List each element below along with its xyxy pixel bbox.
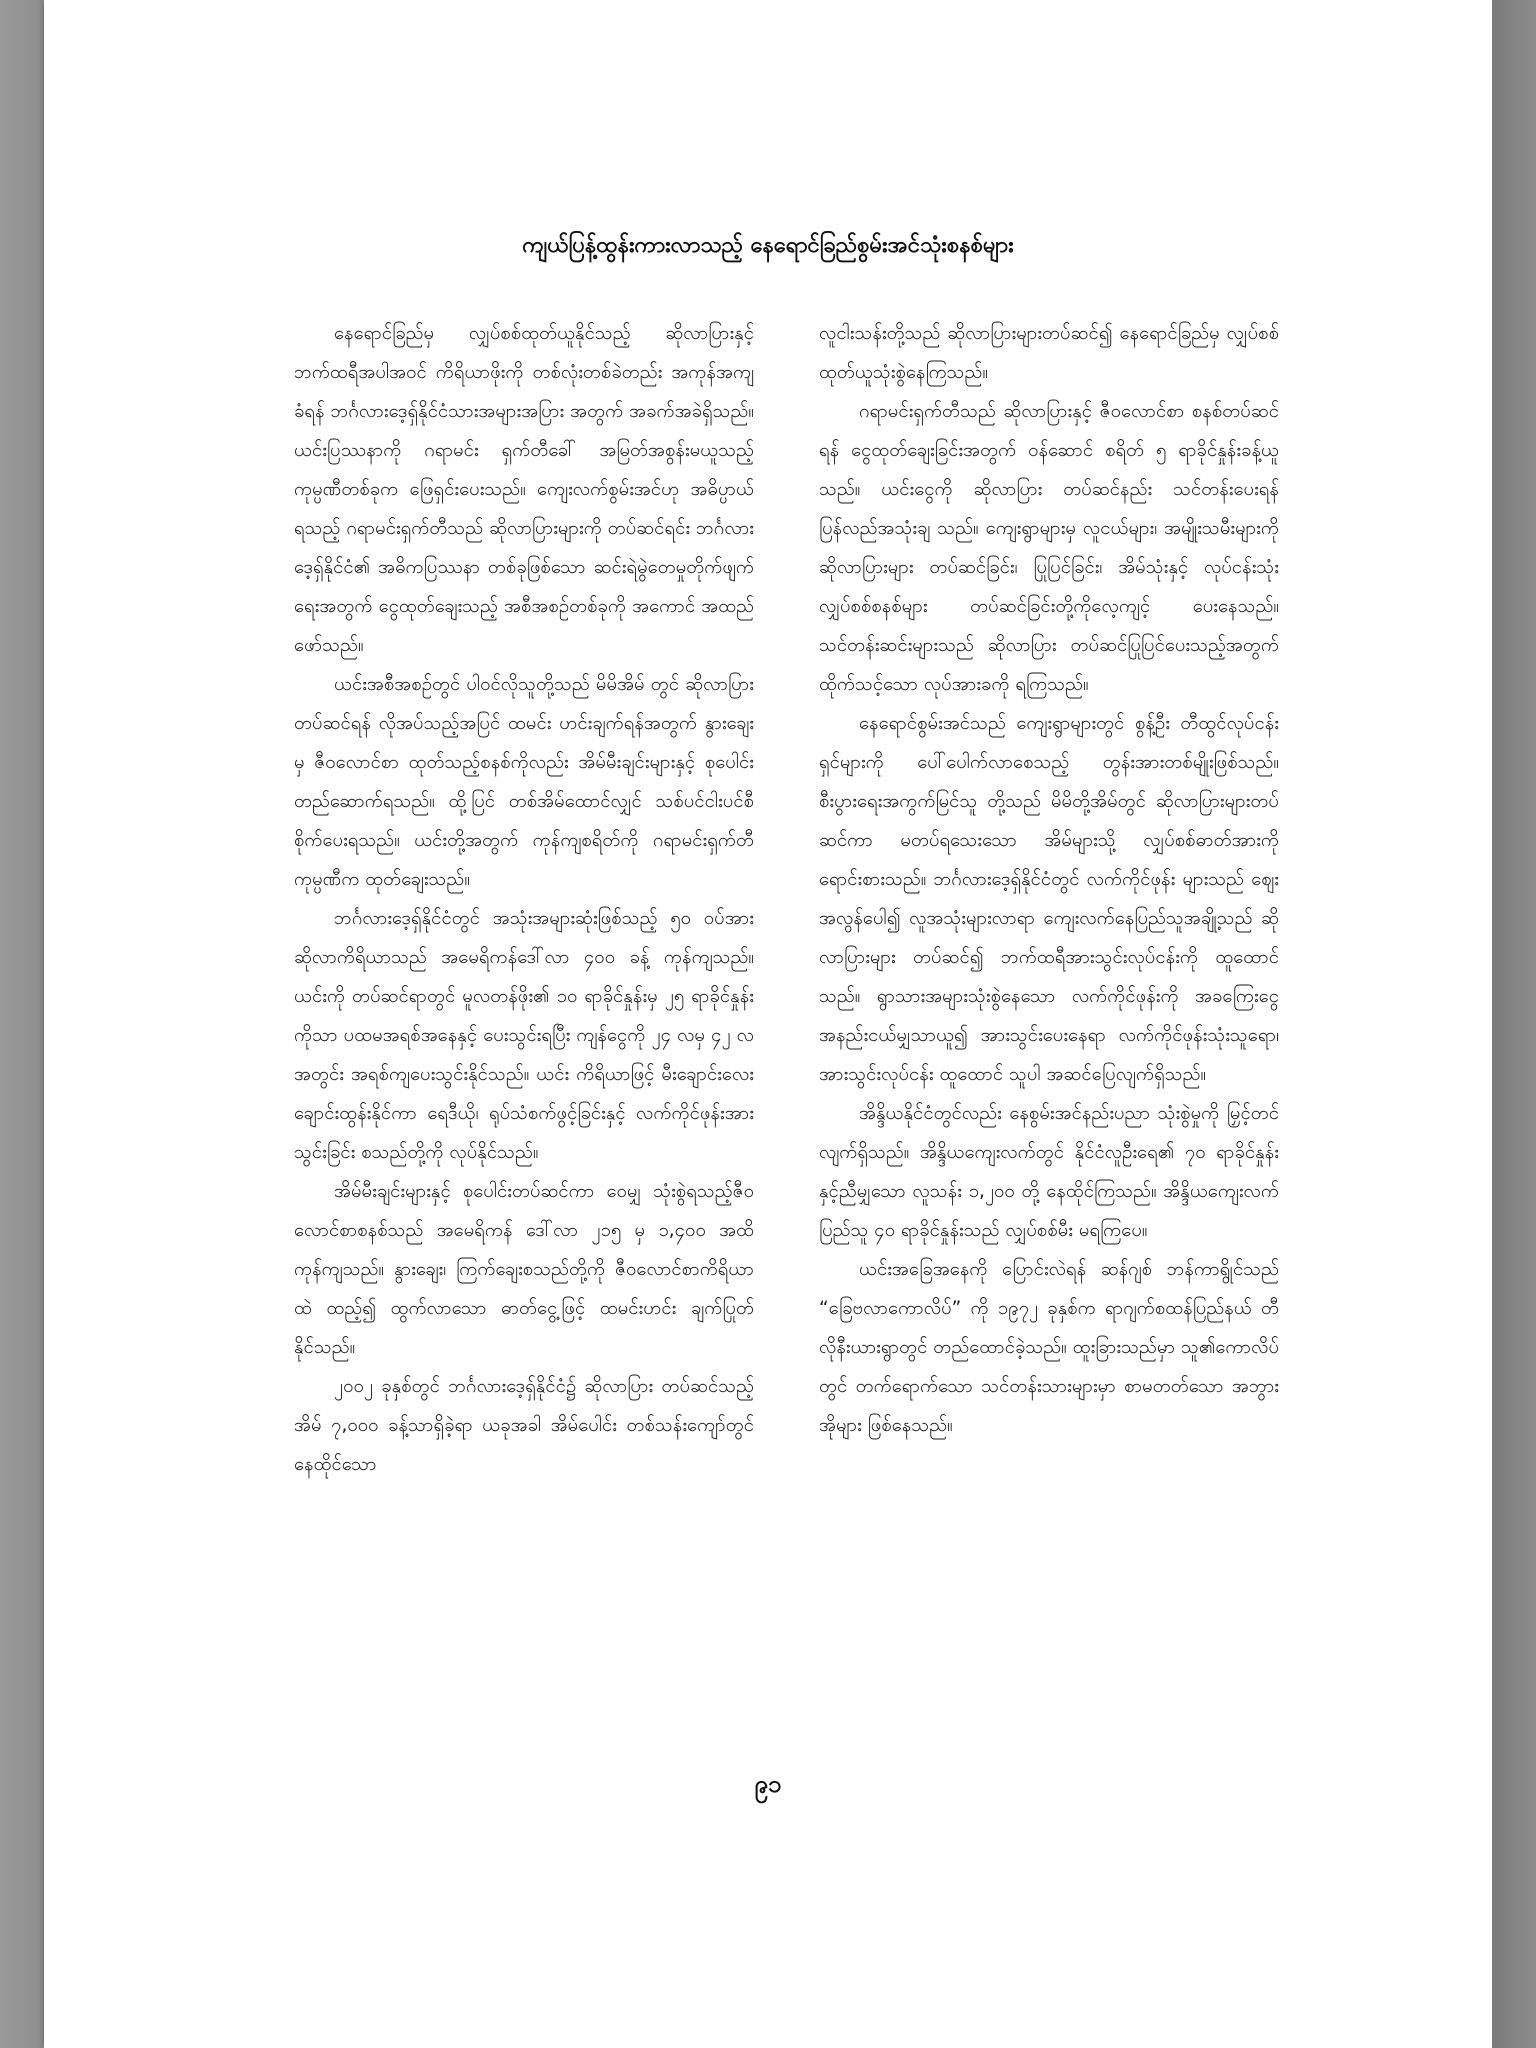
paragraph: ၂၀၀၂ ခုနှစ်တွင် ဘင်္ဂလားဒေ့ရှ်နိုင်ငံ၌ ဆိုလာပြား တပ်ဆင်သည့်အိမ် ၇,၀၀၀ ခန့်သာရှိခဲ့ရာ ယခုအခါ အိမ်ပေါင်း တစ်သန်းကျော်တွင် နေထိုင်သော xyxy=(294,1376,754,1475)
paragraph: နေရောင်ခြည်မှ လျှပ်စစ်ထုတ်ယူနိုင်သည့် ဆိုလာပြားနှင့် ဘက်ထရီအပါအဝင် ကိရိယာဖိုးကို တစ်လုံးတစ်ခဲတည်း အကုန်အကျခံရန် ဘင်္ဂလားဒေ့ရှ်နိုင်ငံသားအများအပြား အတွက် အခက်အခဲရှိသည်။ ယင်းပြဿနာကို ဂရာမင်း ရှက်တီခေါ် အမြတ်အစွန်းမယူသည့် ကုမ္ပဏီတစ်ခုက ဖြေရှင်းပေးသည်။ ကျေးလက်စွမ်းအင်ဟု အဓိပ္ပာယ် ရသည့် ဂရာမင်းရှက်တီသည် ဆိုလာပြားများကို တပ်ဆင်ရင်း ဘင်္ဂလားဒေ့ရှ်နိုင်ငံ၏ အဓိကပြဿနာ တစ်ခုဖြစ်သော ဆင်းရဲမွဲတေမှုတိုက်ဖျက်ရေးအတွက် ငွေထုတ်ချေးသည့် အစီအစဉ်တစ်ခုကို အကောင် အထည်ဖော်သည်။ xyxy=(294,323,754,656)
paragraph: နေရောင်စွမ်းအင်သည် ကျေးရွာများတွင် စွန့်ဦး တီထွင်လုပ်ငန်းရှင်များကို ပေါ်ပေါက်လာစေသည့် တွန်းအားတစ်မျိုးဖြစ်သည်။ စီးပွားရေးအကွက်မြင်သူ တို့သည် မိမိတို့အိမ်တွင် ဆိုလာပြားများတပ်ဆင်ကာ မတပ်ရသေးသော အိမ်များသို့ လျှပ်စစ်ဓာတ်အားကို ရောင်းစားသည်။ ဘင်္ဂလားဒေ့ရှ်နိုင်ငံတွင် လက်ကိုင်ဖုန်း များသည် ဈေးအလွန်ပေါ၍ လူအသုံးများလာရာ ကျေးလက်နေပြည်သူအချို့သည် ဆိုလာပြားများ တပ်ဆင်၍ ဘက်ထရီအားသွင်းလုပ်ငန်းကို ထူထောင် သည်။ ရွာသားအများသုံးစွဲနေသော လက်ကိုင်ဖုန်းကို အခကြေးငွေအနည်းငယ်မျှသာယူ၍ အားသွင်းပေးနေရာ လက်ကိုင်ဖုန်းသုံးသူရော၊ အားသွင်းလုပ်ငန်း ထူထောင် သူပါ အဆင်ပြေလျက်ရှိသည်။ xyxy=(819,713,1279,1085)
paragraph: ဘင်္ဂလားဒေ့ရှ်နိုင်ငံတွင် အသုံးအများဆုံးဖြစ်သည့် ၅၀ ဝပ်အား ဆိုလာကိရိယာသည် အမေရိကန်ဒေါ်လာ ၄၀၀ ခန့် ကုန်ကျသည်။ ယင်းကို တပ်ဆင်ရာတွင် မူလတန်ဖိုး၏ ၁၀ ရာခိုင်နှုန်းမှ ၂၅ ရာခိုင်နှုန်းကိုသာ ပထမအရစ်အနေနှင့် ပေးသွင်းရပြီး ကျန်ငွေကို ၂၄ လမှ ၄၂ လအတွင်း အရစ်ကျပေးသွင်းနိုင်သည်။ ယင်း ကိရိယာဖြင့် မီးချောင်းလေးချောင်းထွန်းနိုင်ကာ ရေဒီယို၊ ရုပ်သံစက်ဖွင့်ခြင်းနှင့် လက်ကိုင်ဖုန်းအားသွင်းခြင်း စသည်တို့ကို လုပ်နိုင်သည်။ xyxy=(294,908,754,1163)
article-title: ကျယ်ပြန့်ထွန်းကားလာသည့် နေရောင်ခြည်စွမ်းအင်သုံးစနစ်များ xyxy=(522,233,1014,258)
right-column xyxy=(819,314,1279,1445)
paragraph-continued: လူငါးသန်းတို့သည် ဆိုလာပြားများတပ်ဆင်၍ နေရောင်ခြည်မှ လျှပ်စစ်ထုတ်ယူသုံးစွဲနေကြသည်။ xyxy=(819,323,1279,383)
paragraph: ဂရာမင်းရှက်တီသည် ဆိုလာပြားနှင့် ဇီဝလောင်စာ စနစ်တပ်ဆင်ရန် ငွေထုတ်ချေးခြင်းအတွက် ဝန်ဆောင် စရိတ် ၅ ရာခိုင်နှုန်းခန့်ယူသည်။ ယင်းငွေကို ဆိုလာပြား တပ်ဆင်နည်း သင်တန်းပေးရန် ပြန်လည်အသုံးချ သည်။ ကျေးရွာများမှ လူငယ်များ၊ အမျိုးသမီးများကို ဆိုလာပြားများ တပ်ဆင်ခြင်း၊ ပြုပြင်ခြင်း၊ အိမ်သုံးနှင့် လုပ်ငန်းသုံးလျှပ်စစ်စနစ်များ တပ်ဆင်ခြင်းတို့ကိုလေ့ကျင့် ပေးနေသည်။ သင်တန်းဆင်းများသည် ဆိုလာပြား တပ်ဆင်ပြုပြင်ပေးသည့်အတွက် ထိုက်သင့်သော လုပ်အားခကို ရကြသည်။ xyxy=(819,401,1279,695)
page-number: ၉၁ xyxy=(754,1770,782,1798)
left-column xyxy=(294,314,754,1484)
paragraph: အိန္ဒိယနိုင်ငံတွင်လည်း နေစွမ်းအင်နည်းပညာ သုံးစွဲမှုကို မြှင့်တင်လျက်ရှိသည်။ အိန္ဒိယကျေးလက်တွင် နိုင်ငံလူဦးရေ၏ ၇၀ ရာခိုင်နှုန်းနှင့်ညီမျှသော လူသန်း ၁,၂၀၀ တို့ နေထိုင်ကြသည်။ အိန္ဒိယကျေးလက်ပြည်သူ ၄၀ ရာခိုင်နှုန်းသည် လျှပ်စစ်မီး မရကြပေ။ xyxy=(819,1103,1279,1241)
paragraph: ယင်းအစီအစဉ်တွင် ပါဝင်လိုသူတို့သည် မိမိအိမ် တွင် ဆိုလာပြားတပ်ဆင်ရန် လိုအပ်သည့်အပြင် ထမင်း ဟင်းချက်ရန်အတွက် နွားချေးမှ ဇီဝလောင်စာ ထုတ်သည့်စနစ်ကိုလည်း အိမ်မီးချင်းများနှင့် စုပေါင်း တည်ဆောက်ရသည်။ ထို့ပြင် တစ်အိမ်ထောင်လျှင် သစ်ပင်ငါးပင်စီ စိုက်ပေးရသည်။ ယင်းတို့အတွက် ကုန်ကျစရိတ်ကို ဂရာမင်းရှက်တီကုမ္ပဏီက ထုတ်ချေးသည်။ xyxy=(294,674,754,890)
paragraph: ယင်းအခြေအနေကို ပြောင်းလဲရန် ဆန်ဂျစ် ဘန်ကာရွိုင်သည် “ခြေဗလာကောလိပ်” ကို ၁၉၇၂ ခုနှစ်က ရာဂျက်စထန်ပြည်နယ် တီလိုနီးယားရွာတွင် တည်ထောင်ခဲ့သည်။ ထူးခြားသည်မှာ သူ၏ကောလိပ် တွင် တက်ရောက်သော သင်တန်းသားများမှာ စာမတတ်သော အဘွားအိုများ ဖြစ်နေသည်။ xyxy=(819,1259,1279,1436)
document-page xyxy=(44,0,1492,2048)
paragraph: အိမ်မီးချင်းများနှင့် စုပေါင်းတပ်ဆင်ကာ ဝေမျှ သုံးစွဲရသည့်ဇီဝလောင်စာစနစ်သည် အမေရိကန် ဒေါ်လာ ၂၁၅ မှ ၁,၄၀၀ အထိ ကုန်ကျသည်။ နွားချေး၊ ကြက်ချေးစသည်တို့ကို ဇီဝလောင်စာကိရိယာထဲ ထည့်၍ ထွက်လာသော ဓာတ်ငွေ့ဖြင့် ထမင်းဟင်း ချက်ပြုတ်နိုင်သည်။ xyxy=(294,1181,754,1358)
viewer-scroll-edge[interactable] xyxy=(1492,0,1536,2048)
